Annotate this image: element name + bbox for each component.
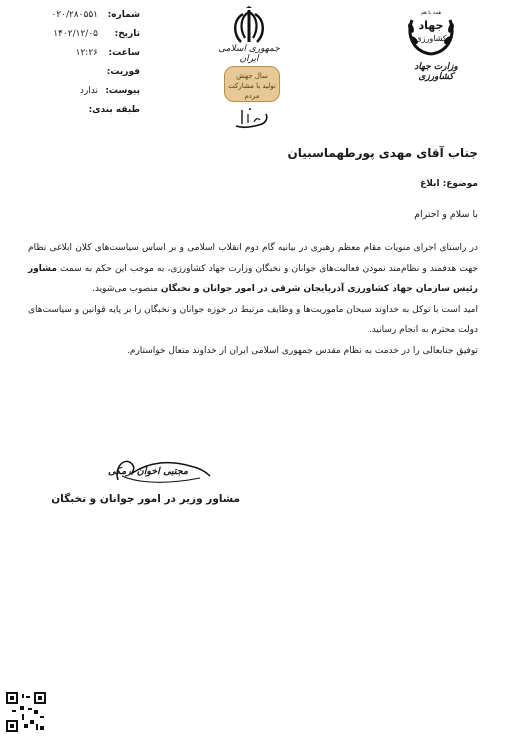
iran-emblem [213,6,285,64]
meta-time-row [18,46,140,65]
meta-attachment-row [18,84,140,103]
ministry-logo [400,4,462,64]
meta-time-label: ساعت: [108,48,140,58]
meta-number-value: ۰۲۰/۲۸۰۵۵۱ [51,10,98,20]
meta-attachment-label: پیوست: [105,86,140,96]
body-paragraph-3: توفیق جنابعالی را در خدمت به نظام مقدس جمهوری اسلامی ایران از خداوند متعال خواستارم. [127,345,478,356]
stamp-line-2: تولید با مشارکت مردم [228,82,276,100]
year-slogan-stamp [224,66,280,102]
body-paragraph-2: امید است با توکل به خداوند سبحان ماموریت‌ها و وظایف مرتبط در حوزه جوانان و نخبگان را بر پایه قوانین و سیاست‌های دولت محترم به انجام رسانید. [28,304,478,335]
meta-classification-row [18,103,140,122]
recipient-line: جناب آقای مهدی پورطهماسبیان [287,146,478,160]
meta-date-value: ۱۴۰۲/۱۲/۰۵ [53,29,98,39]
stamp-line-1: سال جهش [236,72,268,80]
meta-date-row [18,27,140,46]
letter-meta [18,8,140,122]
meta-time-value: ۱۲:۲۶ [75,48,98,58]
para1-end: منصوب می‌شوید. [92,284,161,294]
para1-position: مشاور رئیس سازمان جهاد کشاورزی آذربایجان شرقی در امور جوانان و نخبگان [28,263,478,294]
meta-date-label: تاریخ: [114,29,140,39]
ministry-name: وزارت جهاد کشاورزی [414,62,458,82]
meta-classification-label: طبقه بندی: [88,105,140,115]
ministry-logo-line1: جهاد [418,19,444,32]
republic-text: جمهوری اسلامی ایران [218,44,280,64]
meta-urgency-label: فوریت: [106,67,140,77]
meta-number-label: شماره: [107,10,140,20]
signer-title: مشاور وزیر در امور جوانان و نخبگان [51,493,240,505]
subject-line: موضوع: ابلاغ [420,179,478,189]
wheat-logo-icon [400,4,462,60]
qr-code [6,692,46,732]
letter-body [28,238,478,361]
meta-urgency-row [18,65,140,84]
iran-emblem-icon [227,6,271,46]
signer-name: مجتبی اخوان ارمکی [107,466,188,477]
stamp-text [225,71,279,101]
para1-start: در راستای اجرای منویات مقام معظم رهبری در بیانیه گام دوم انقلاب اسلامی و بر اساس سیاست‌های کلان ابلاغی نظام جهت هدفمند و نظام‌مند نمودن فعالیت‌های جوانان و نخبگان وزارت جهاد کشاورزی، به موجب این حکم به سمت [28,243,478,274]
meta-number-row [18,8,140,27]
calligraphy-mark [232,104,272,132]
greeting-line: با سلام و احترام [414,209,478,220]
ministry-logo-line2: کشاورزی [415,34,447,43]
body-paragraph-1 [28,238,478,300]
meta-attachment-value: ندارد [79,86,98,96]
ministry-logo-top: همه با هم [420,10,442,16]
